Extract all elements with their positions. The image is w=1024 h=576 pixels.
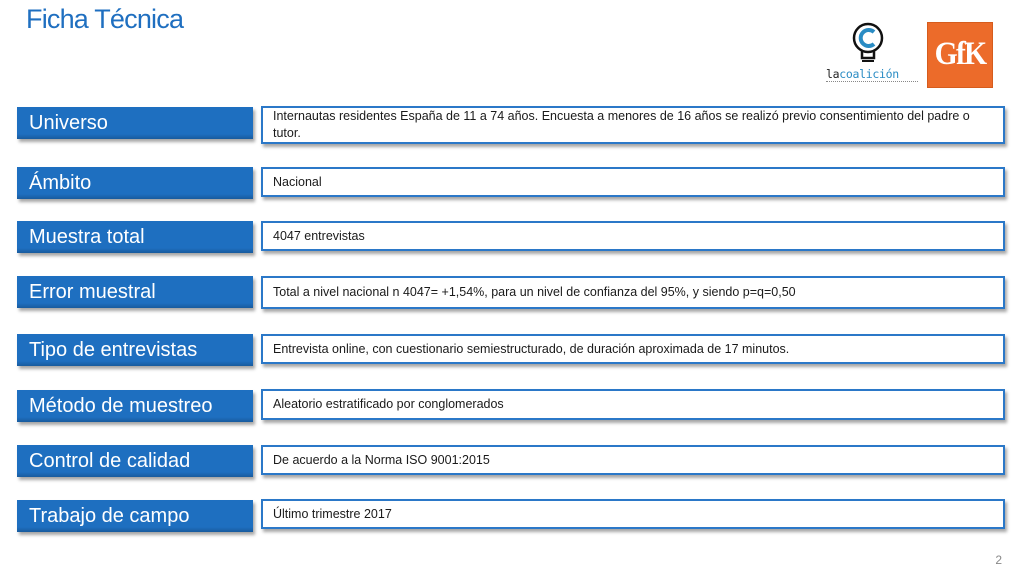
wordmark-part-2: coalición [839,67,899,81]
label-muestra-total: Muestra total [17,221,253,253]
lacoalicion-tagline [826,81,918,85]
lightbulb-icon [850,22,886,66]
label-control-calidad: Control de calidad [17,445,253,477]
value-metodo-muestreo: Aleatorio estratificado por conglomerados [261,389,1005,420]
label-tipo-entrevistas: Tipo de entrevistas [17,334,253,366]
label-metodo-muestreo: Método de muestreo [17,390,253,422]
value-control-calidad: De acuerdo a la Norma ISO 9001:2015 [261,445,1005,475]
value-error-muestral: Total a nivel nacional n 4047= +1,54%, para un nivel de confianza del 95%, y siendo p=q=0,50 [261,276,1005,309]
label-universo: Universo [17,107,253,139]
label-ambito: Ámbito [17,167,253,199]
lacoalicion-wordmark [826,67,918,81]
lacoalicion-logo [826,20,916,90]
gfk-wordmark: GfK [934,36,986,72]
wordmark-part-1: la [826,67,840,81]
value-trabajo-campo: Último trimestre 2017 [261,499,1005,529]
value-universo: Internautas residentes España de 11 a 74 años. Encuesta a menores de 16 años se realizó previo consentimiento del padre o tutor. [261,106,1005,144]
value-muestra-total: 4047 entrevistas [261,221,1005,251]
value-tipo-entrevistas: Entrevista online, con cuestionario semiestructurado, de duración aproximada de 17 minutos. [261,334,1005,364]
label-error-muestral: Error muestral [17,276,253,308]
label-trabajo-campo: Trabajo de campo [17,500,253,532]
page-number: 2 [995,553,1002,567]
page-title: Ficha Técnica [26,4,184,34]
value-ambito: Nacional [261,167,1005,197]
gfk-logo [927,22,993,88]
